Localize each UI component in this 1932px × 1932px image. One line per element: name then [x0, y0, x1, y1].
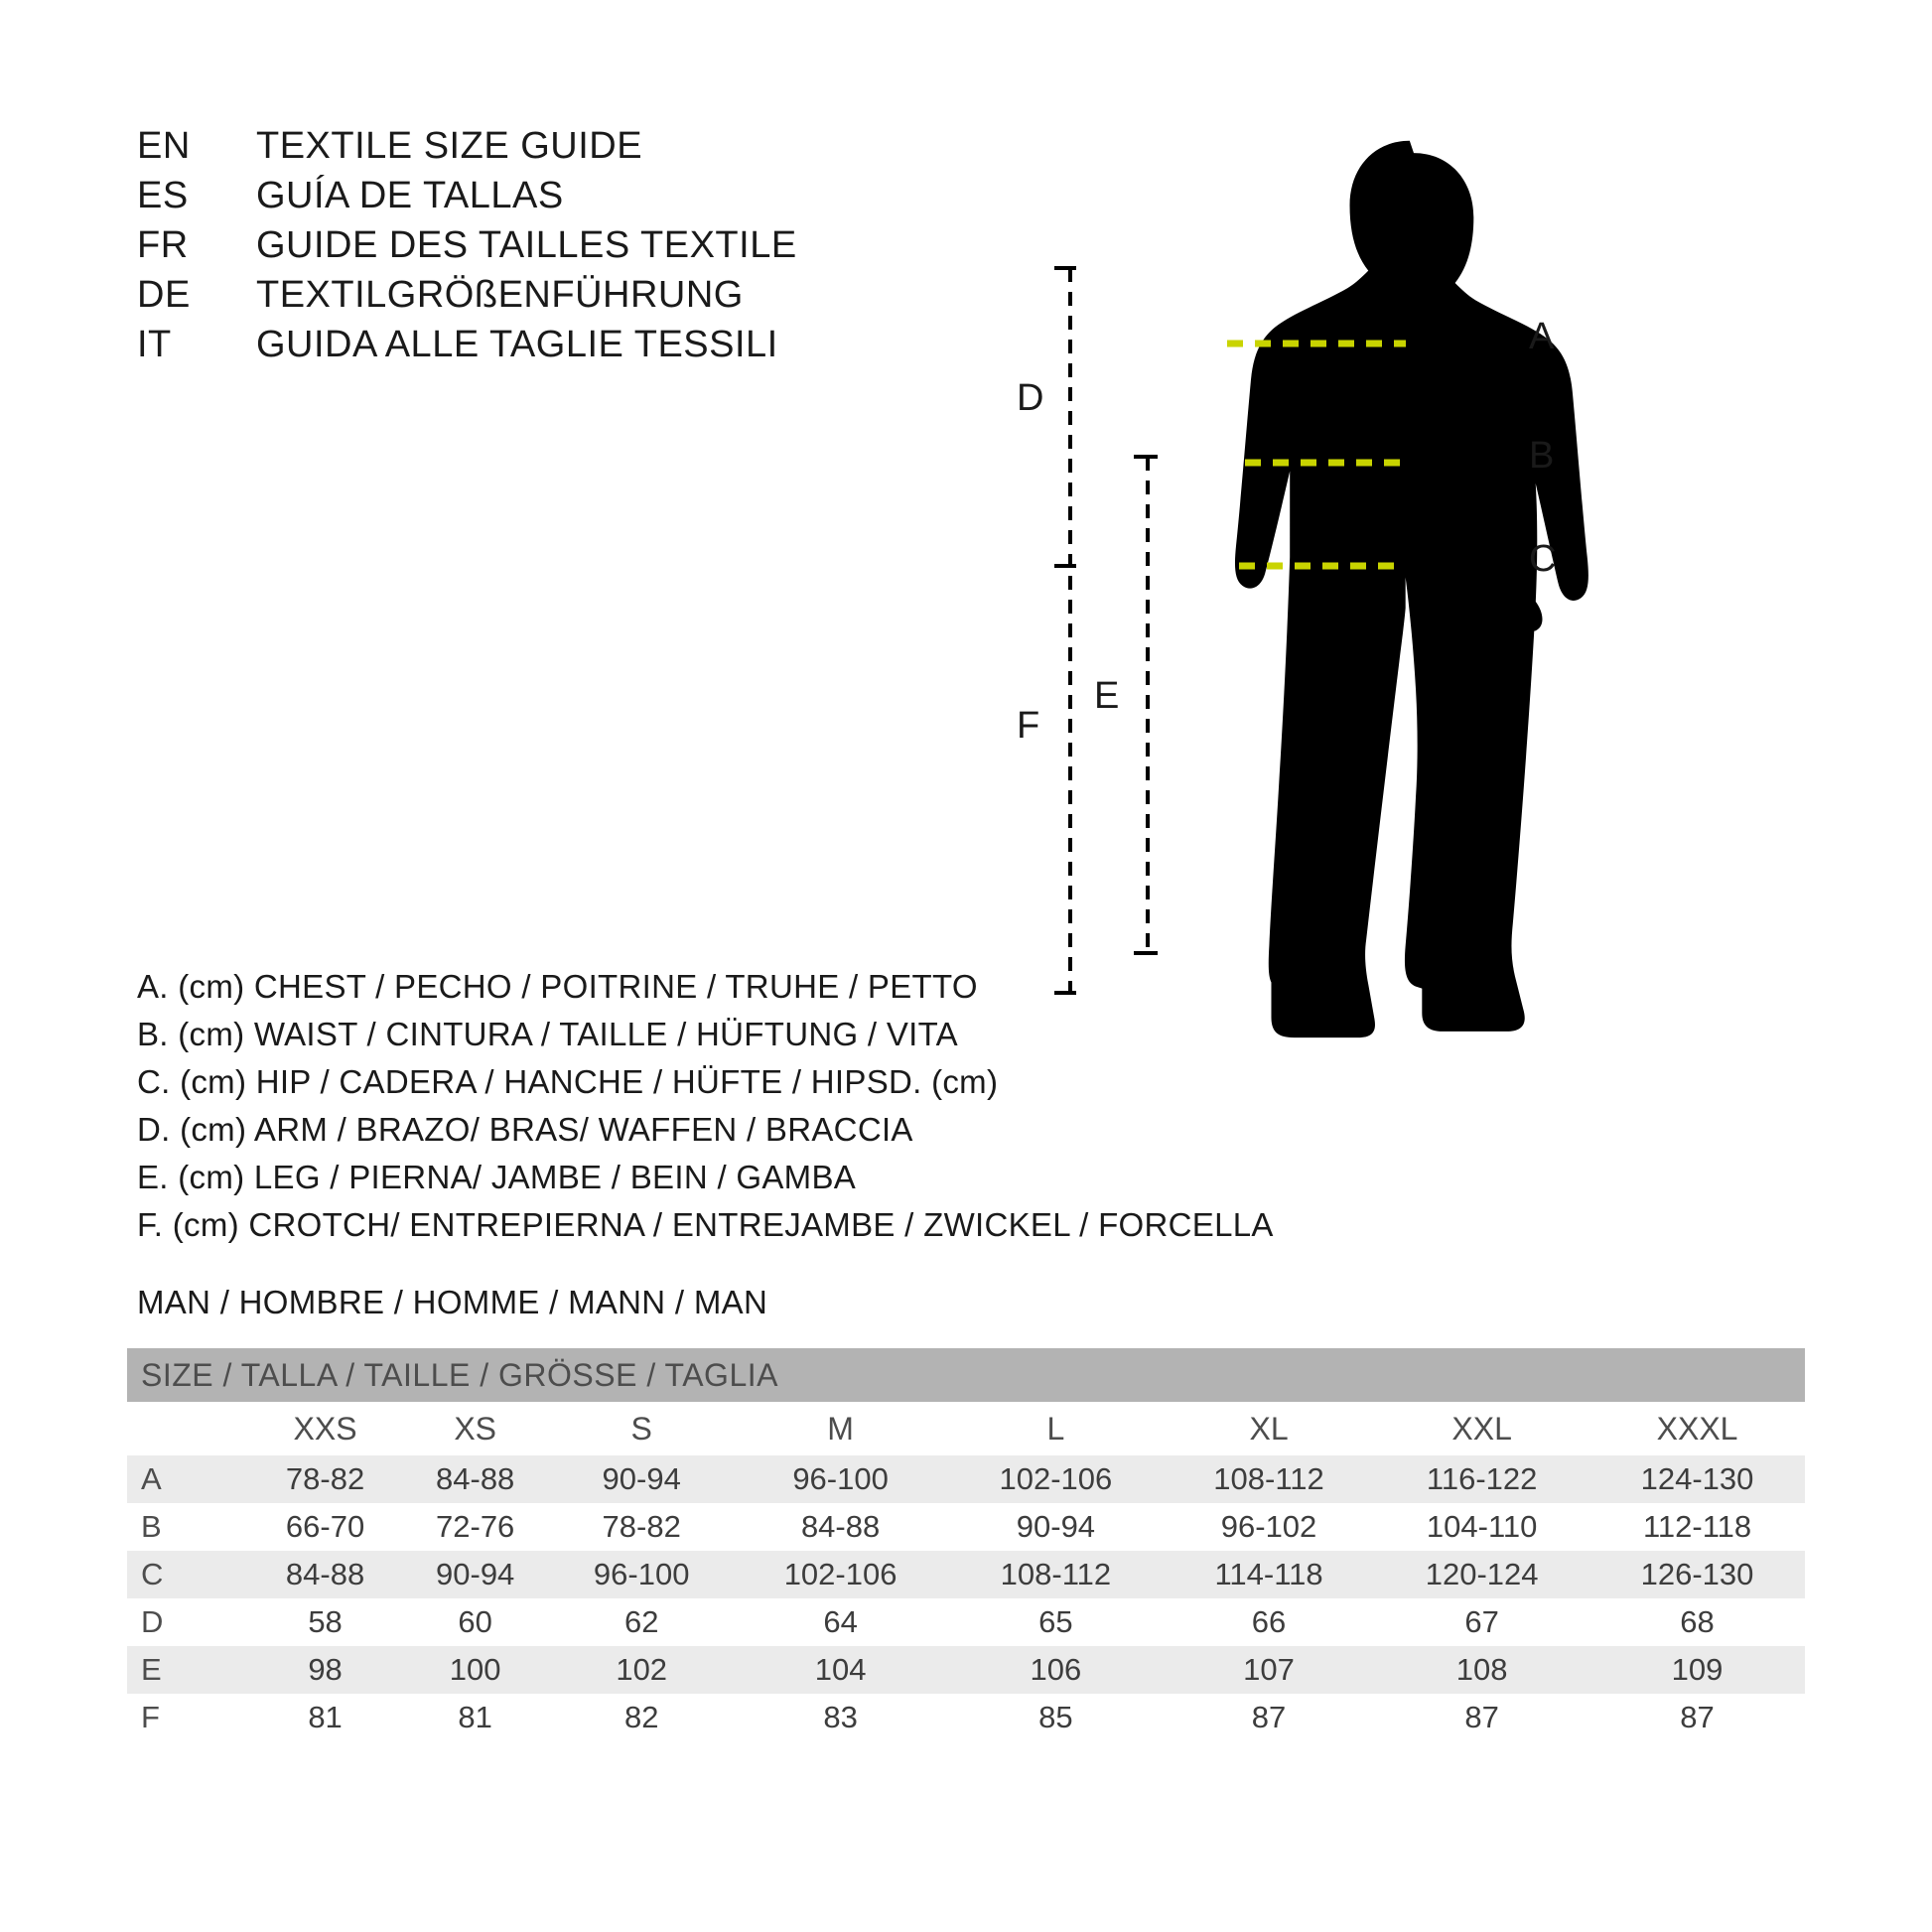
table-cell: 102-106	[948, 1455, 1164, 1503]
table-cell: 112-118	[1589, 1503, 1805, 1551]
table-cell: 62	[550, 1598, 733, 1646]
table-cell: 82	[550, 1694, 733, 1741]
language-title: TEXTILE SIZE GUIDE	[256, 125, 643, 167]
table-cell: 84-88	[250, 1551, 400, 1598]
legend-line-a: A. (cm) CHEST / PECHO / POITRINE / TRUHE / PETTO	[137, 968, 978, 1005]
row-label: A	[127, 1455, 250, 1503]
table-cell: 109	[1589, 1646, 1805, 1694]
column-header: XXS	[250, 1402, 400, 1455]
table-row	[127, 1646, 1805, 1694]
legend-line-e: E. (cm) LEG / PIERNA/ JAMBE / BEIN / GAMBA	[137, 1159, 857, 1195]
column-header: M	[733, 1402, 948, 1455]
label-f: F	[1017, 705, 1040, 747]
table-cell: 78-82	[250, 1455, 400, 1503]
table-cell: 96-102	[1164, 1503, 1374, 1551]
table-cell: 68	[1589, 1598, 1805, 1646]
table-cell: 104-110	[1374, 1503, 1589, 1551]
label-b: B	[1529, 435, 1555, 477]
table-cell: 104	[733, 1646, 948, 1694]
table-cell: 124-130	[1589, 1455, 1805, 1503]
table-cell: 78-82	[550, 1503, 733, 1551]
table-row	[127, 1455, 1805, 1503]
table-cell: 64	[733, 1598, 948, 1646]
table-cell: 67	[1374, 1598, 1589, 1646]
column-header: XL	[1164, 1402, 1374, 1455]
table-cell: 58	[250, 1598, 400, 1646]
table-cell: 87	[1164, 1694, 1374, 1741]
table-cell: 90-94	[400, 1551, 550, 1598]
column-header: XXL	[1374, 1402, 1589, 1455]
table-cell: 107	[1164, 1646, 1374, 1694]
language-row	[137, 270, 951, 320]
table-row	[127, 1551, 1805, 1598]
table-cell: 85	[948, 1694, 1164, 1741]
table-cell: 66-70	[250, 1503, 400, 1551]
language-title: GUÍA DE TALLAS	[256, 175, 564, 216]
label-c: C	[1529, 538, 1557, 580]
table-title-row	[127, 1348, 1805, 1402]
column-header: XXXL	[1589, 1402, 1805, 1455]
table-title: SIZE / TALLA / TAILLE / GRÖSSE / TAGLIA	[127, 1348, 1805, 1402]
table-cell: 96-100	[550, 1551, 733, 1598]
column-header: S	[550, 1402, 733, 1455]
label-a: A	[1529, 316, 1555, 357]
table-corner-cell	[127, 1402, 250, 1455]
table-cell: 98	[250, 1646, 400, 1694]
language-code: ES	[137, 175, 189, 216]
column-header: L	[948, 1402, 1164, 1455]
table-cell: 108-112	[948, 1551, 1164, 1598]
legend-line-d: D. (cm) ARM / BRAZO/ BRAS/ WAFFEN / BRACCIA	[137, 1111, 913, 1148]
table-row	[127, 1598, 1805, 1646]
row-label: E	[127, 1646, 250, 1694]
size-table	[127, 1348, 1805, 1741]
language-code: FR	[137, 224, 189, 266]
table-cell: 72-76	[400, 1503, 550, 1551]
table-cell: 90-94	[550, 1455, 733, 1503]
table-cell: 60	[400, 1598, 550, 1646]
language-row	[137, 121, 951, 171]
legend-line-c: C. (cm) HIP / CADERA / HANCHE / HÜFTE / HIPSD. (cm)	[137, 1063, 999, 1100]
language-title: GUIDE DES TAILLES TEXTILE	[256, 224, 797, 266]
language-row	[137, 171, 951, 220]
row-label: D	[127, 1598, 250, 1646]
label-d: D	[1017, 377, 1044, 419]
body-measurement-diagram	[1017, 79, 1886, 1231]
table-cell: 84-88	[733, 1503, 948, 1551]
language-row	[137, 220, 951, 270]
table-header-row	[127, 1402, 1805, 1455]
language-code: IT	[137, 324, 172, 365]
label-e: E	[1094, 675, 1120, 717]
table-row	[127, 1503, 1805, 1551]
table-cell: 108-112	[1164, 1455, 1374, 1503]
table-cell: 106	[948, 1646, 1164, 1694]
table-cell: 114-118	[1164, 1551, 1374, 1598]
table-cell: 84-88	[400, 1455, 550, 1503]
table-cell: 83	[733, 1694, 948, 1741]
language-code: EN	[137, 125, 191, 167]
table-cell: 120-124	[1374, 1551, 1589, 1598]
table-cell: 66	[1164, 1598, 1374, 1646]
table-cell: 87	[1589, 1694, 1805, 1741]
table-cell: 96-100	[733, 1455, 948, 1503]
male-silhouette-icon	[1235, 141, 1588, 1037]
table-cell: 65	[948, 1598, 1164, 1646]
table-cell: 87	[1374, 1694, 1589, 1741]
table-row	[127, 1694, 1805, 1741]
row-label: F	[127, 1694, 250, 1741]
row-label: C	[127, 1551, 250, 1598]
row-label: B	[127, 1503, 250, 1551]
table-cell: 81	[250, 1694, 400, 1741]
language-title-block	[137, 121, 951, 369]
table-cell: 90-94	[948, 1503, 1164, 1551]
table-cell: 126-130	[1589, 1551, 1805, 1598]
language-title: TEXTILGRÖßENFÜHRUNG	[256, 274, 744, 316]
table-cell: 116-122	[1374, 1455, 1589, 1503]
table-cell: 81	[400, 1694, 550, 1741]
gender-label: MAN / HOMBRE / HOMME / MANN / MAN	[137, 1284, 768, 1320]
table-cell: 102-106	[733, 1551, 948, 1598]
table-cell: 102	[550, 1646, 733, 1694]
legend-line-b: B. (cm) WAIST / CINTURA / TAILLE / HÜFTUNG / VITA	[137, 1016, 958, 1052]
language-code: DE	[137, 274, 191, 316]
language-row	[137, 320, 951, 369]
legend-line-f: F. (cm) CROTCH/ ENTREPIERNA / ENTREJAMBE / ZWICKEL / FORCELLA	[137, 1206, 1274, 1243]
column-header: XS	[400, 1402, 550, 1455]
table-cell: 100	[400, 1646, 550, 1694]
language-title: GUIDA ALLE TAGLIE TESSILI	[256, 324, 778, 365]
table-cell: 108	[1374, 1646, 1589, 1694]
